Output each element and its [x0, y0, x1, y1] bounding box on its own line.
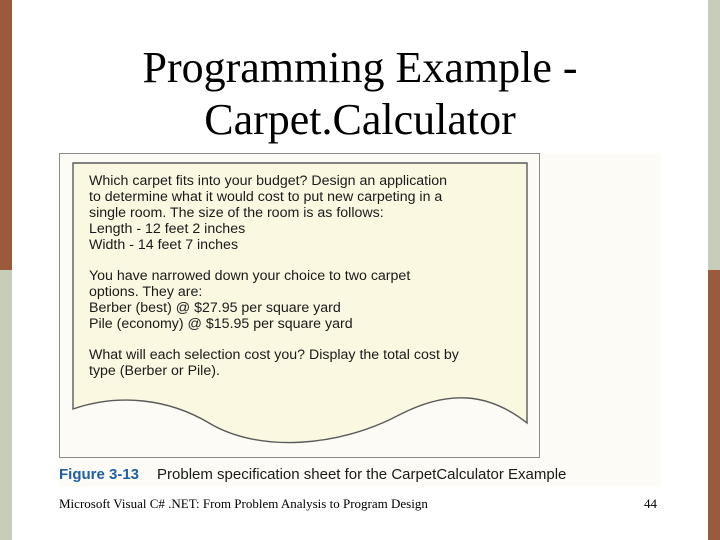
spec-paragraph-1: [89, 173, 549, 253]
spec-line: options. They are:: [89, 284, 203, 300]
spec-line: What will each selection cost you? Display the total cost by: [89, 347, 459, 363]
slide-title: [40, 42, 680, 146]
figure-label: Figure 3-13: [59, 466, 140, 483]
left-accent-band-lower: [0, 270, 12, 540]
figure-caption-text: Problem specification sheet for the CarpetCalculator Example: [157, 466, 567, 483]
spec-line: Berber (best) @ $27.95 per square yard: [89, 300, 341, 316]
spec-paragraph-3: [89, 347, 549, 379]
right-accent-band: [708, 0, 720, 270]
spec-line: single room. The size of the room is as follows:: [89, 205, 384, 221]
left-accent-band: [0, 0, 12, 270]
right-accent-band-lower: [708, 270, 720, 540]
spec-line: Width - 14 feet 7 inches: [89, 237, 239, 253]
spec-line: Which carpet fits into your budget? Design an application: [89, 173, 448, 189]
spec-line: You have narrowed down your choice to two carpet: [89, 268, 411, 284]
spec-line: to determine what it would cost to put new carpeting in a: [89, 189, 443, 205]
figure-caption: [59, 466, 661, 483]
spec-line: Length - 12 feet 2 inches: [89, 221, 246, 237]
spec-line: type (Berber or Pile).: [89, 363, 220, 379]
spec-line: Pile (economy) @ $15.95 per square yard: [89, 316, 353, 332]
page-number: 44: [644, 496, 657, 511]
slide-title-line-1: Programming Example -: [142, 43, 578, 92]
specification-text: [89, 173, 549, 394]
spec-paragraph-2: [89, 268, 549, 332]
slide-title-line-2: Carpet.Calculator: [204, 95, 516, 144]
slide-footer: Microsoft Visual C# .NET: From Problem Analysis to Program Design: [59, 496, 428, 511]
figure-image: [59, 153, 661, 487]
